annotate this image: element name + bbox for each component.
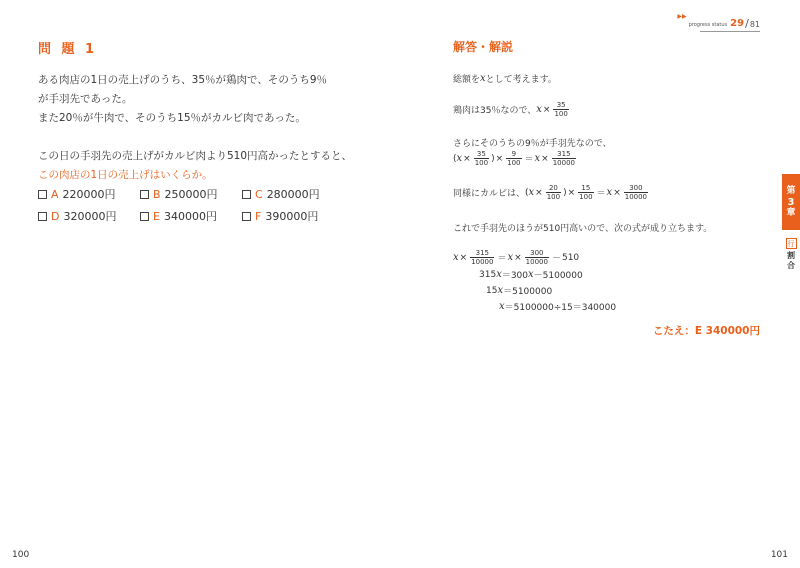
operator: ×	[459, 252, 468, 263]
fraction: $\frac{300}{10000}$	[525, 249, 548, 266]
fraction: $\frac{300}{10000}$	[624, 184, 648, 201]
choice-c[interactable]	[242, 186, 344, 202]
chapter-tab-text: 章	[786, 207, 796, 218]
equation-value: －5100000	[533, 271, 583, 281]
choice-value: 220000円	[62, 188, 116, 201]
answer-choices	[38, 183, 358, 227]
choice-value: 390000円	[265, 210, 319, 223]
choice-f[interactable]	[242, 208, 344, 224]
progress-label: progress status	[688, 22, 728, 28]
operator: ×	[541, 153, 549, 164]
choice-d[interactable]	[38, 208, 140, 224]
fraction: $\frac{315}{10000}$	[471, 249, 494, 266]
operator: ×	[613, 187, 621, 198]
solution-line-3	[453, 136, 612, 149]
variable-x: x	[480, 73, 486, 84]
choice-value: 340000円	[163, 210, 217, 223]
equation-value: 15	[486, 285, 498, 296]
solution-line-2	[453, 101, 571, 118]
equation-value: 315	[479, 269, 497, 280]
solution-eq-1	[453, 150, 578, 167]
solution-text: として考えます。	[485, 75, 557, 85]
solution-line-5	[453, 221, 712, 234]
choice-letter: C	[255, 187, 263, 201]
question-gap	[38, 128, 378, 147]
chapter-tab-number: 3	[787, 196, 795, 208]
solution-text: さらにそのうちの9％が手羽先なので、	[453, 139, 612, 149]
operator: ×	[463, 153, 471, 164]
choice-letter: A	[51, 187, 59, 201]
checkbox[interactable]	[242, 190, 251, 199]
equation-1	[453, 249, 579, 266]
question-prompt: この肉店の1日の売上げはいくらか。	[38, 169, 213, 181]
progress-total: 81	[749, 20, 760, 29]
section-badge: 行	[787, 239, 795, 248]
choice-e[interactable]	[140, 208, 242, 224]
variable-x: x	[536, 104, 542, 115]
fraction: $\frac{35}{100}$	[474, 150, 489, 167]
operator: ×	[567, 187, 576, 198]
fraction: $\frac{35}{100}$	[554, 101, 568, 118]
variable-x: x	[496, 269, 502, 280]
variable-x: x	[497, 285, 504, 296]
solution-text: 鶏肉は35％なので、	[453, 106, 537, 116]
solution-text: 総額を	[453, 75, 481, 85]
fraction: $\frac{15}{100}$	[579, 184, 593, 201]
chapter-tab-text: 第	[786, 185, 796, 196]
variable-x: x	[528, 269, 534, 280]
choice-a[interactable]	[38, 186, 140, 202]
checkbox[interactable]	[38, 190, 47, 199]
choice-value: 280000円	[266, 188, 320, 201]
operator: ×	[535, 187, 543, 198]
equation-value: ＝5100000	[503, 287, 553, 297]
choice-letter: F	[255, 209, 262, 223]
checkbox[interactable]	[242, 212, 251, 221]
paren: (	[525, 187, 529, 198]
equation-value: ＝5100000÷15＝340000	[504, 303, 617, 313]
choice-value: 250000円	[164, 188, 218, 201]
fraction: $\frac{315}{10000}$	[552, 150, 575, 167]
section-name-char: 合	[787, 261, 795, 270]
solution-text: 同様にカルビは、	[453, 189, 526, 199]
question-body	[38, 71, 378, 185]
chapter-subtab[interactable]	[782, 238, 800, 271]
fraction: $\frac{20}{100}$	[546, 184, 561, 201]
progress-arrow-icon: ▶▶	[677, 13, 687, 20]
variable-x: x	[534, 153, 541, 164]
equation-3	[486, 284, 552, 297]
solution-text: これで手羽先のほうが510円高いので、次の式が成り立ちます。	[453, 224, 713, 234]
answer-title: 解答・解説	[453, 40, 514, 54]
checkbox[interactable]	[38, 212, 47, 221]
chapter-tab[interactable]	[782, 174, 800, 230]
fraction: $\frac{9}{100}$	[507, 150, 521, 167]
paren: )	[563, 187, 567, 198]
choice-letter: E	[153, 209, 160, 223]
final-answer: こたえ：E 340000円	[652, 325, 760, 337]
solution-line-1	[453, 72, 557, 85]
operator: －	[551, 254, 561, 264]
operator: ×	[514, 252, 522, 263]
checkbox[interactable]	[140, 212, 149, 221]
equation-4	[499, 300, 616, 313]
right-page	[400, 0, 800, 568]
question-line: また20％が牛肉で、そのうち15％がカルビ肉であった。	[38, 112, 306, 124]
solution-line-4	[453, 184, 650, 201]
operator: ×	[495, 153, 504, 164]
paren: )	[491, 153, 495, 164]
operator: ＝	[524, 155, 534, 165]
variable-x: x	[499, 301, 505, 312]
page-number-right: 101	[770, 550, 788, 560]
choice-value: 320000円	[63, 210, 117, 223]
progress-status	[677, 13, 760, 30]
choice-letter: D	[51, 209, 60, 223]
question-line: この日の手羽先の売上げがカルビ肉より510円高かったとすると、	[38, 150, 353, 162]
checkbox[interactable]	[140, 190, 149, 199]
progress-current: 29	[730, 18, 745, 29]
progress-slash: /	[745, 17, 749, 30]
variable-x: x	[453, 252, 459, 263]
question-line: が手羽先であった。	[38, 93, 133, 105]
question-line: ある肉店の1日の売上げのうち、35％が鶏肉で、そのうち9％	[38, 74, 328, 86]
equation-value: ＝300	[501, 271, 529, 281]
progress-underline	[700, 31, 760, 32]
variable-x: x	[456, 153, 463, 164]
choice-b[interactable]	[140, 186, 242, 202]
operator: ＝	[497, 254, 507, 264]
choice-letter: B	[153, 187, 161, 201]
operator: ×	[542, 104, 551, 115]
paren: (	[453, 153, 457, 164]
variable-x: x	[606, 187, 613, 198]
equation-2	[479, 268, 583, 281]
variable-x: x	[507, 252, 514, 263]
variable-x: x	[528, 187, 535, 198]
section-name-char: 割	[787, 251, 795, 260]
equation-value: 510	[561, 252, 580, 263]
operator: ＝	[596, 189, 606, 199]
question-title: 問 題 1	[38, 42, 98, 57]
page-number-left: 100	[12, 550, 30, 560]
